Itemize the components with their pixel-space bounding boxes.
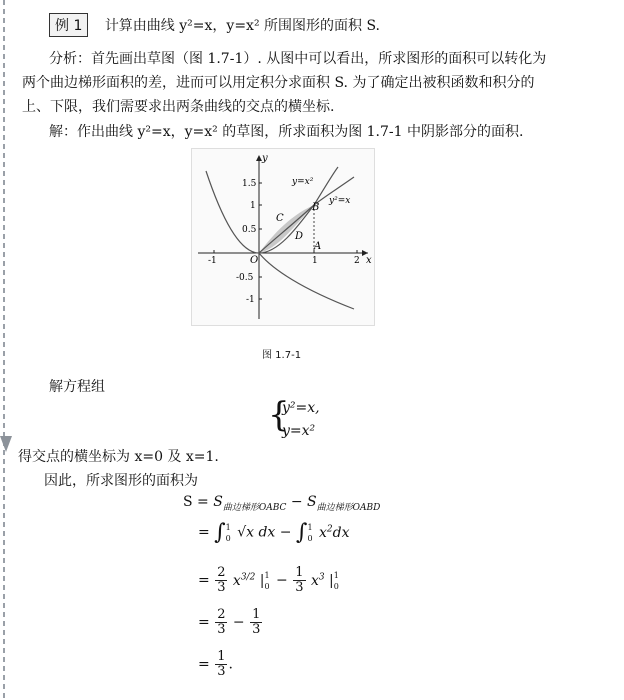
figure-caption: 图 1.7-1 xyxy=(262,350,302,361)
analysis-line-3: 上、下限，我们需要求出两条曲线的交点的横坐标. xyxy=(22,99,335,115)
area-line-2: = ∫ 1 0 √x dx − ∫ 1 0 $x^2dx$ xyxy=(198,520,350,545)
y-tick-label: 1 xyxy=(250,201,256,211)
y-tick-label: 1.5 xyxy=(242,179,257,189)
x-tick-label: 2 xyxy=(354,256,360,266)
area-line-4: = $\frac{2}{3}$ − $\frac{1}{3}$ xyxy=(198,607,261,637)
x-tick-label: -1 xyxy=(208,256,217,266)
point-label-o: O xyxy=(250,255,259,266)
x-axis-label: x xyxy=(366,255,372,266)
figure-frame xyxy=(191,148,375,326)
result-numerator: 1 xyxy=(217,649,226,664)
y-tick-label: -1 xyxy=(246,295,255,305)
area-lhs: S xyxy=(183,494,193,510)
solution-intro: 解：作出曲线 y²=x，y=x² 的草图，所求面积为图 1.7-1 中阴影部分的面积. xyxy=(49,124,524,140)
system-eq-1: y²=x, xyxy=(282,400,320,416)
area-line-3: = $\frac{2}{3}$ $x^{3/2}$ | 1 0 − $\frac{1}{3}$ $x^3$ | 1 0 xyxy=(198,565,339,595)
figure-plot xyxy=(192,149,374,325)
point-label-c: C xyxy=(276,213,284,224)
x-tick-label: 1 xyxy=(312,256,318,266)
area-term-2-subscript: 曲边梯形OABD xyxy=(316,502,381,513)
analysis-line-2: 两个曲边梯形面积的差，进而可以用定积分求面积 S. 为了确定出被积函数和积分的 xyxy=(22,75,535,91)
example-heading xyxy=(49,13,380,37)
curve-label-x-squared: y=x² xyxy=(292,177,314,187)
therefore-line: 因此，所求图形的面积为 xyxy=(44,473,198,489)
area-line-5: = $\frac{1}{3}$ . xyxy=(198,649,233,679)
area-line-1: $S = S_{曲边梯形OABC} - S_{曲边梯形OABD}$ xyxy=(183,494,381,513)
y-tick-label: -0.5 xyxy=(236,273,254,283)
margin-arrow-icon xyxy=(0,436,12,452)
example-statement: 计算由曲线 y²=x，y=x² 所围图形的面积 S. xyxy=(104,18,380,34)
result-fraction xyxy=(215,650,227,679)
area-term-1: S xyxy=(213,494,223,510)
area-term-1-subscript: 曲边梯形OABC xyxy=(222,502,287,513)
margin-rule xyxy=(3,0,5,700)
system-label: 解方程组 xyxy=(49,379,105,395)
roots-line: 得交点的横坐标为 x=0 及 x=1. xyxy=(18,449,219,465)
area-term-2: S xyxy=(307,494,317,510)
analysis-line-1: 分析：首先画出草图（图 1.7-1）. 从图中可以看出，所求图形的面积可以转化为 xyxy=(49,51,547,67)
y-axis-label: y xyxy=(262,153,268,164)
system-eq-2: y=x² xyxy=(282,423,316,439)
system-brace: { xyxy=(268,395,290,435)
point-label-b: B xyxy=(312,202,320,213)
point-label-a: A xyxy=(314,241,322,252)
y-tick-label: 0.5 xyxy=(242,225,257,235)
point-label-d: D xyxy=(295,231,304,242)
example-label: 例 1 xyxy=(49,13,88,37)
result-denominator: 3 xyxy=(217,664,226,679)
curve-label-y-squared: y²=x xyxy=(329,196,351,206)
